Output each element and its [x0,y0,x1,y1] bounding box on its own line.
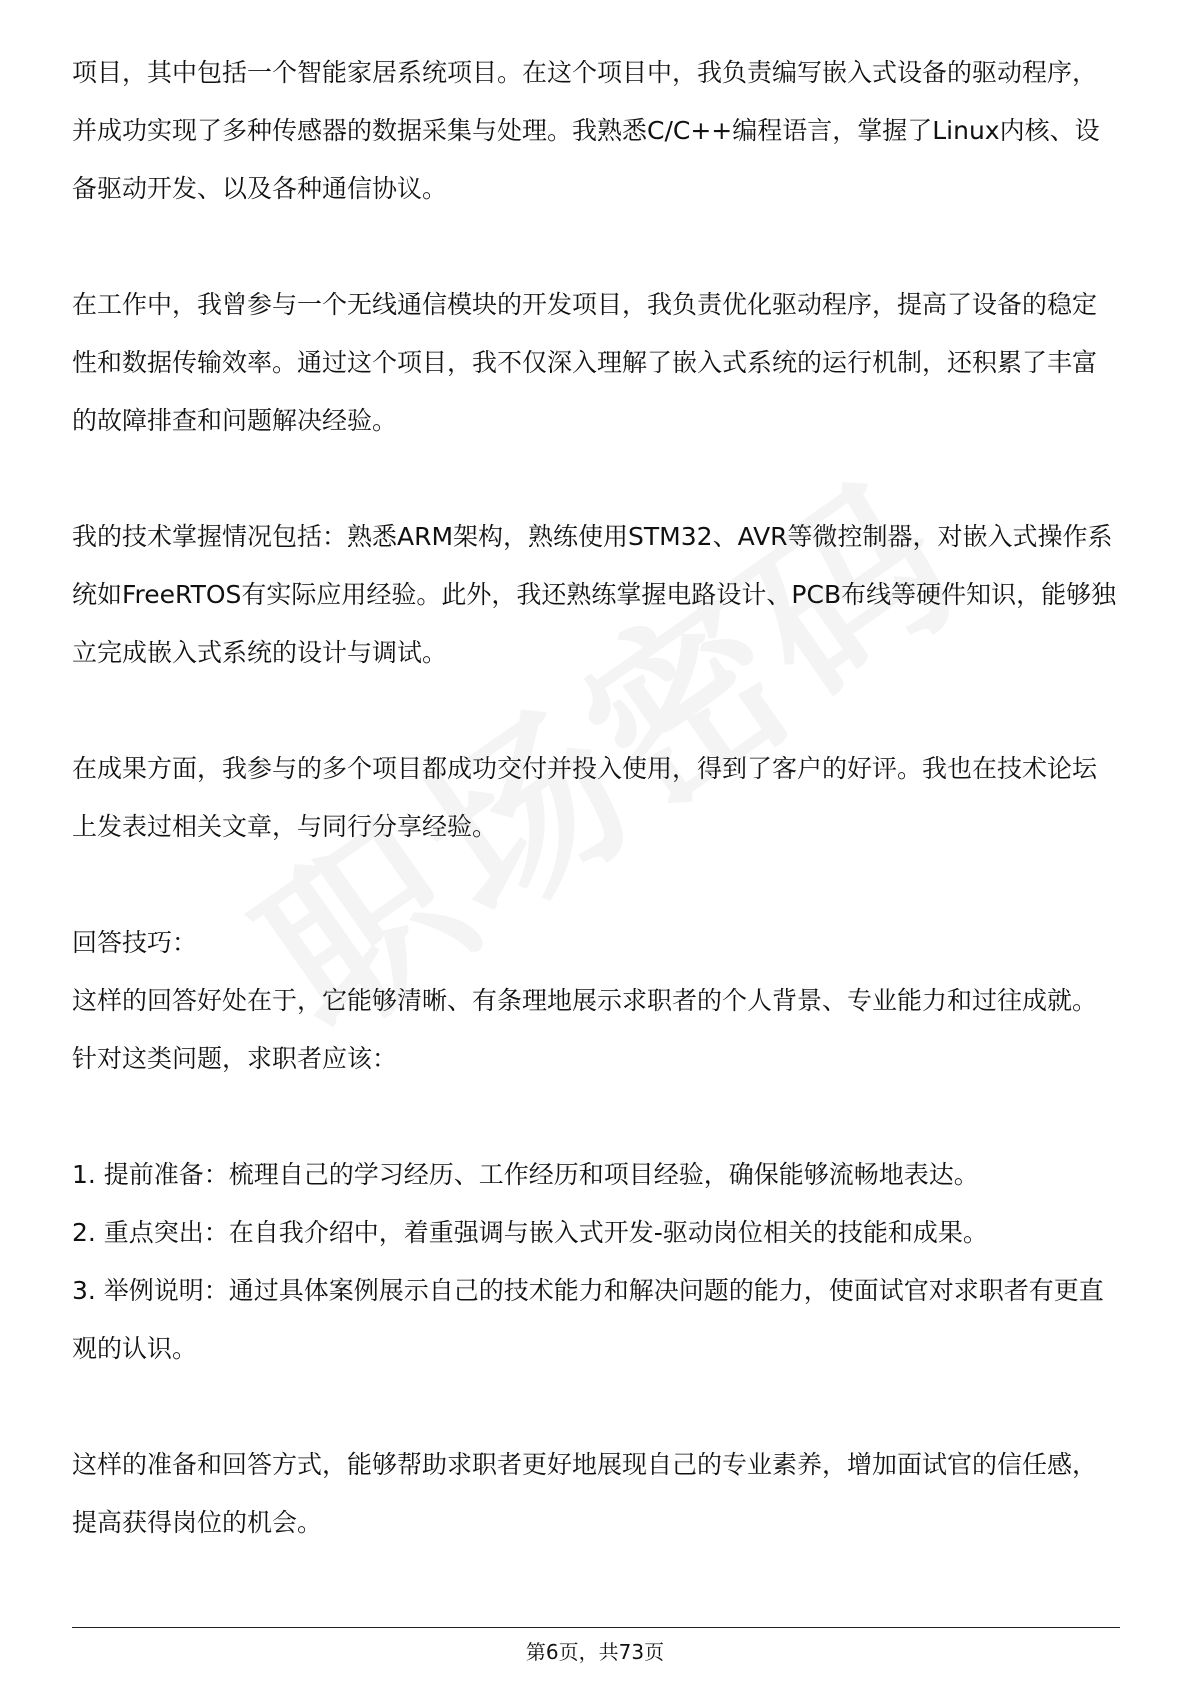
paragraph-gap [72,1088,1120,1146]
paragraph-gap [72,218,1120,276]
tips-intro: 这样的回答好处在于，它能够清晰、有条理地展示求职者的个人背景、专业能力和过往成就。针对这类问题，求职者应该： [72,986,1098,1073]
paragraph-gap [72,856,1120,914]
tip-item-examples: 3. 举例说明：通过具体案例展示自己的技术能力和解决问题的能力，使面试官对求职者有更直观的认识。 [72,1276,1104,1363]
paragraph-tech-skills: 我的技术掌握情况包括：熟悉ARM架构，熟练使用STM32、AVR等微控制器，对嵌入式操作系统如FreeRTOS有实际应用经验。此外，我还熟练掌握电路设计、PCB布线等硬件知识，能够独立完成嵌入式系统的设计与调试。 [72,522,1117,667]
tips-heading: 回答技巧： [72,928,198,957]
paragraph-gap [72,1378,1120,1436]
tip-item-prepare: 1. 提前准备：梳理自己的学习经历、工作经历和项目经验，确保能够流畅地表达。 [72,1160,979,1189]
tips-conclusion: 这样的准备和回答方式，能够帮助求职者更好地展现自己的专业素养，增加面试官的信任感，提高获得岗位的机会。 [72,1450,1098,1537]
paragraph-achievements: 在成果方面，我参与的多个项目都成功交付并投入使用，得到了客户的好评。我也在技术论坛上发表过相关文章，与同行分享经验。 [72,754,1098,841]
page-number: 第6页，共73页 [525,1640,665,1664]
document-body [72,44,1120,1552]
paragraph-work-experience: 在工作中，我曾参与一个无线通信模块的开发项目，我负责优化驱动程序，提高了设备的稳定性和数据传输效率。通过这个项目，我不仅深入理解了嵌入式系统的运行机制，还积累了丰富的故障排查和问题解决经验。 [72,290,1098,435]
paragraph-project-intro: 项目，其中包括一个智能家居系统项目。在这个项目中，我负责编写嵌入式设备的驱动程序，并成功实现了多种传感器的数据采集与处理。我熟悉C/C++编程语言，掌握了Linux内核、设备驱动开发、以及各种通信协议。 [72,58,1100,203]
paragraph-gap [72,682,1120,740]
tip-item-highlight: 2. 重点突出：在自我介绍中，着重强调与嵌入式开发-驱动岗位相关的技能和成果。 [72,1218,988,1247]
footer-divider [72,1627,1120,1628]
paragraph-gap [72,450,1120,508]
